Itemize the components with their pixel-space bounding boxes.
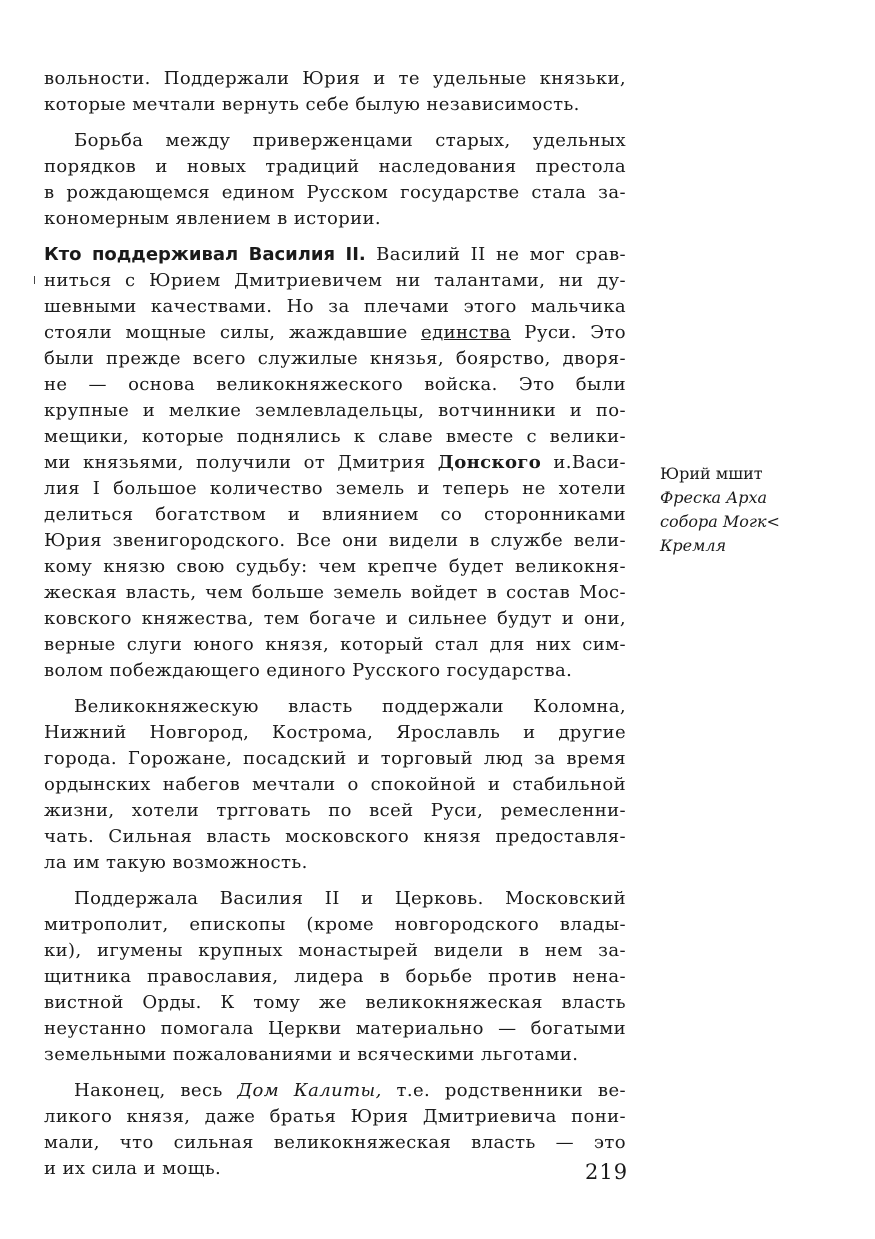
text-line: города. Горожане, посадский и торговый люд за время bbox=[44, 748, 626, 769]
text-line bbox=[44, 242, 626, 268]
caption-line: Фреска Арха bbox=[660, 488, 768, 507]
text-span: т.е. родственники ве- bbox=[381, 1080, 626, 1101]
text-line: ордынских набегов мечтали о спокойной и стабильной bbox=[44, 774, 626, 795]
text-span: и.Васи- bbox=[541, 452, 626, 473]
text-line: в рождающемся едином Русском государстве стала за- bbox=[44, 182, 626, 203]
text-line: шевными качествами. Но за плечами этого мальчика bbox=[44, 296, 626, 317]
italic-phrase: Дом Калиты, bbox=[237, 1080, 382, 1101]
text-line: были прежде всего служилые князья, боярство, дворя- bbox=[44, 348, 626, 369]
text-line bbox=[44, 320, 626, 346]
text-line: ниться с Юрием Дмитриевичем ни талантами, ни ду- bbox=[44, 270, 626, 291]
text-line: земельными пожалованиями и всяческими льготами. bbox=[44, 1044, 579, 1065]
page-number: 219 bbox=[585, 1160, 629, 1184]
text-line: митрополит, епископы (кроме новгородского влады- bbox=[44, 914, 626, 935]
text-line: жеская власть, чем больше земель войдет в состав Мос- bbox=[44, 582, 626, 603]
paragraph-2 bbox=[44, 128, 626, 232]
caption-line: Кремля bbox=[660, 536, 727, 555]
text-line bbox=[44, 450, 626, 476]
caption-line: Юрий мшит bbox=[660, 464, 763, 483]
text-line: жизни, хотели трrговать по всей Руси, ремесленни- bbox=[44, 800, 626, 821]
text-line: крупные и мелкие землевладельцы, вотчинники и по- bbox=[44, 400, 626, 421]
paragraph-3-section bbox=[44, 242, 626, 684]
text-line: мали, что сильная великокняжеская власть — это bbox=[44, 1132, 626, 1153]
text-line: Борьба между приверженцами старых, удельных bbox=[74, 130, 626, 151]
text-line: чать. Сильная власть московского князя предоставля- bbox=[44, 826, 626, 847]
text-line: верные слуги юного князя, который стал для них сим- bbox=[44, 634, 626, 655]
bold-word: Донского bbox=[437, 452, 542, 473]
text-line: мещики, которые поднялись к славе вместе с велики- bbox=[44, 426, 626, 447]
text-span: Руси. Это bbox=[510, 322, 626, 343]
paragraph-5 bbox=[44, 886, 626, 1068]
text-line bbox=[44, 1078, 626, 1104]
text-line: не — основа великокняжеского войска. Это были bbox=[44, 374, 626, 395]
text-line: Поддержала Василия II и Церковь. Московский bbox=[74, 888, 626, 909]
text-span: Наконец, весь bbox=[74, 1080, 238, 1101]
text-line: лия I большое количество земель и теперь не хотели bbox=[44, 478, 626, 499]
text-line: которые мечтали вернуть себе былую независимость. bbox=[44, 94, 580, 115]
text-span: Василий II не мог срав- bbox=[365, 244, 626, 265]
text-line: ла им такую возможность. bbox=[44, 852, 308, 873]
main-text-column bbox=[44, 66, 629, 1192]
text-line: неустанно помогала Церкви материально — богатыми bbox=[44, 1018, 626, 1039]
margin-tick-mark bbox=[34, 276, 35, 284]
paragraph-1 bbox=[44, 66, 626, 118]
paragraph-6 bbox=[44, 1078, 629, 1184]
caption-line: собора Могк< bbox=[660, 512, 780, 531]
text-line: щитника православия, лидера в борьбе против нена- bbox=[44, 966, 626, 987]
text-line: Нижний Новгород, Кострома, Ярославль и другие bbox=[44, 722, 626, 743]
text-line: ликого князя, даже братья Юрия Дмитриевича пони- bbox=[44, 1106, 626, 1127]
text-line: вольности. Поддержали Юрия и те удельные князьки, bbox=[44, 68, 626, 89]
text-line: кономерным явлением в истории. bbox=[44, 208, 382, 229]
text-line: кому князю свою судьбу: чем крепче будет великокня- bbox=[44, 556, 626, 577]
underlined-word: единства bbox=[421, 322, 511, 343]
text-line: Юрия звенигородского. Все они видели в службе вели- bbox=[44, 530, 626, 551]
text-line: порядков и новых традиций наследования престола bbox=[44, 156, 626, 177]
section-heading: Кто поддерживал Василия II. bbox=[44, 244, 366, 265]
text-line: вистной Орды. К тому же великокняжеская власть bbox=[44, 992, 626, 1013]
text-line: ки), игумены крупных монастырей видели в нем за- bbox=[44, 940, 626, 961]
text-span: ми князьями, получили от Дмитрия bbox=[44, 452, 438, 473]
text-line: волом побеждающего единого Русского государства. bbox=[44, 660, 573, 681]
text-line: Великокняжескую власть поддержали Коломна, bbox=[74, 696, 626, 717]
text-span: стояли мощные силы, жаждавшие bbox=[44, 322, 422, 343]
text-line: и их сила и мощь. bbox=[44, 1158, 222, 1179]
paragraph-4 bbox=[44, 694, 626, 876]
text-line: ковского княжества, тем богаче и сильнее будут и они, bbox=[44, 608, 626, 629]
figure-caption bbox=[660, 462, 860, 558]
text-line: делиться богатством и влиянием со сторонниками bbox=[44, 504, 626, 525]
